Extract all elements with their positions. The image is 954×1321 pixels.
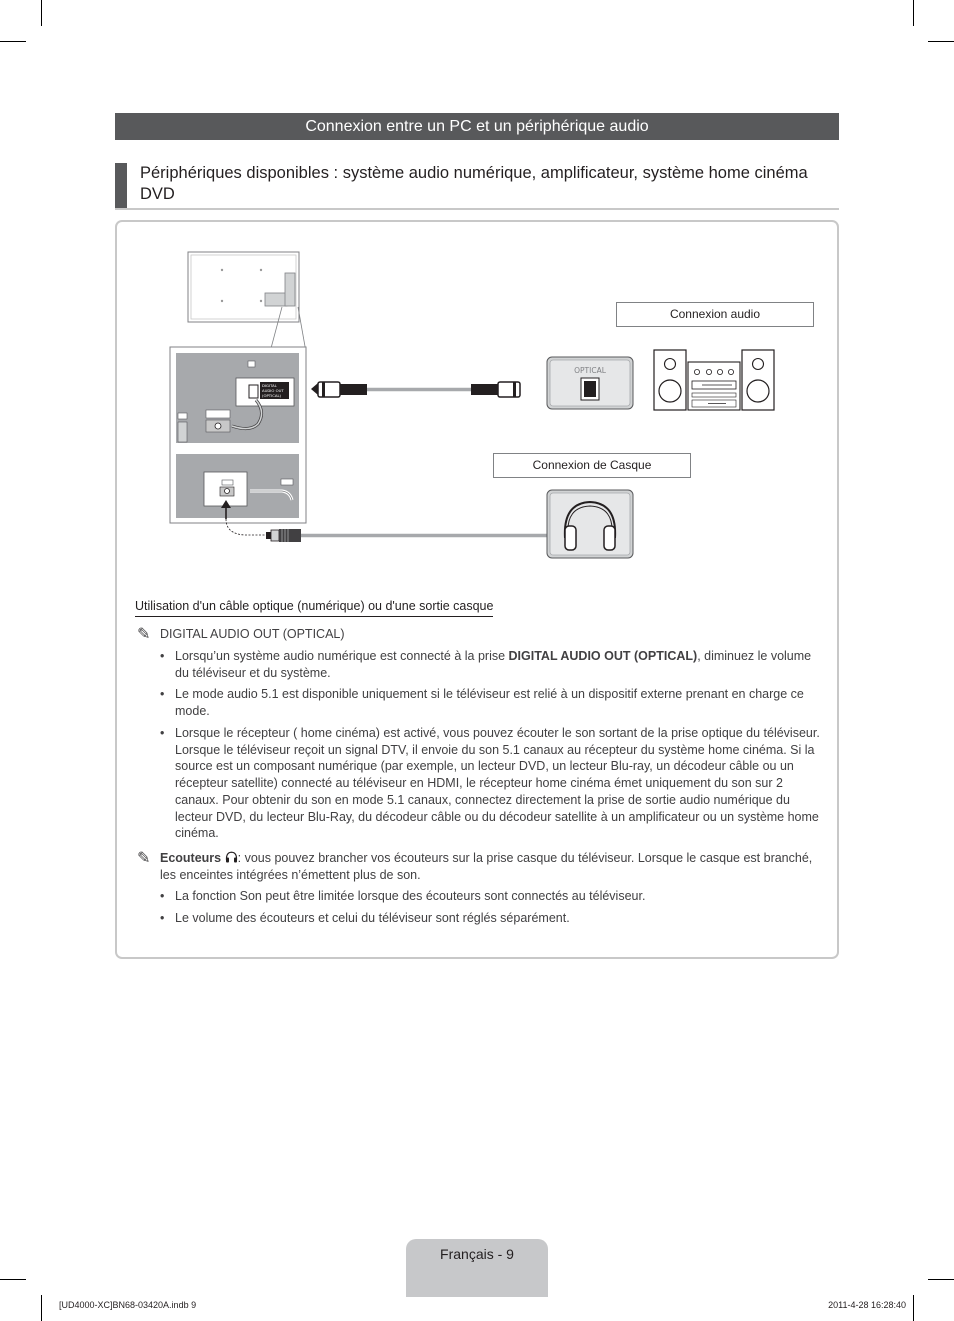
bullet-text: Lorsqu’un système audio numérique est connecté à la prise DIGITAL AUDIO OUT (OPTICAL), diminuez le volume du téléviseur et du système. [175,649,812,680]
section-title: Périphériques disponibles : système audio numérique, amplificateur, système home cinéma DVD [140,164,808,203]
crop-mark [0,1279,26,1280]
tv-back-icon [188,252,306,352]
headphone-connection-label: Connexion de Casque [493,453,691,478]
tv-port-label: DIGITAL [262,383,277,388]
note-heading: DIGITAL AUDIO OUT (OPTICAL) [160,627,345,641]
bullet-text: Le volume des écouteurs et celui du téléviseur sont réglés séparément. [175,911,570,925]
bullet-text: La fonction Son peut être limitée lorsque des écouteurs sont connectés au téléviseur. [175,889,646,903]
optical-jack-label: OPTICAL [574,366,606,375]
headphone-small-icon [225,851,238,863]
optical-device-icon [547,357,633,409]
note-text: Ecouteurs : vous pouvez brancher vos écouteurs sur la prise casque du téléviseur. Lorsque le casque est branché, les enceintes intégrées n’émettent plus de son. [160,851,813,882]
crop-mark [913,1295,914,1321]
audio-system-icon [654,350,774,410]
bullet-text: Le mode audio 5.1 est disponible uniquement si le téléviseur est relié à un dispositif externe prenant en charge ce mode. [175,687,804,718]
tv-ports-panel [170,347,306,535]
audio-connection-label: Connexion audio [616,302,814,327]
headphone-cable [266,529,548,542]
optical-cable [311,382,520,397]
footer-file: [UD4000-XC]BN68-03420A.indb 9 [59,1300,197,1310]
bullet-icon: • [160,649,165,663]
crop-mark [928,1279,954,1280]
pencil-icon: ✎ [137,626,151,643]
page-number: Français - 9 [406,1239,548,1297]
bullet-icon: • [160,687,165,701]
footer-date: 2011-4-28 16:28:40 [828,1300,906,1310]
tv-port-label: (OPTICAL) [262,393,282,398]
bullet-icon: • [160,911,165,925]
tv-port-label: AUDIO OUT [262,388,284,393]
bullet-icon: • [160,726,165,740]
headphone-icon [547,490,633,558]
connection-diagram [0,0,954,600]
page-header: Connexion entre un PC et un périphérique audio [115,113,839,140]
bullet-icon: • [160,889,165,903]
usage-title: Utilisation d'un câble optique (numérique) ou d'une sortie casque [135,599,493,617]
pencil-icon: ✎ [137,850,151,867]
bullet-text: Lorsque le récepteur ( home cinéma) est activé, vous pouvez écouter le son sortant de la prise optique du téléviseur. Lorsque le téléviseur reçoit un signal DTV, il envoie du son 5.1 canaux au récepteur du système home cinéma. Si la source est un composant numérique (par exemple, un lecteur DVD, un lecteur Blu-ray, un décodeur câble ou un récepteur satellite) connecté au téléviseur en HDMI, le récepteur home cinéma émet uniquement du son sur 2 canaux. Pour obtenir du son en mode 5.1 canaux, connectez directement la prise de sortie audio numérique du lecteur DVD, du lecteur Blu-Ray, du décodeur câble ou du décodeur satellite à un amplificateur ou un système home cinéma. [175,726,820,841]
crop-mark [41,1295,42,1321]
